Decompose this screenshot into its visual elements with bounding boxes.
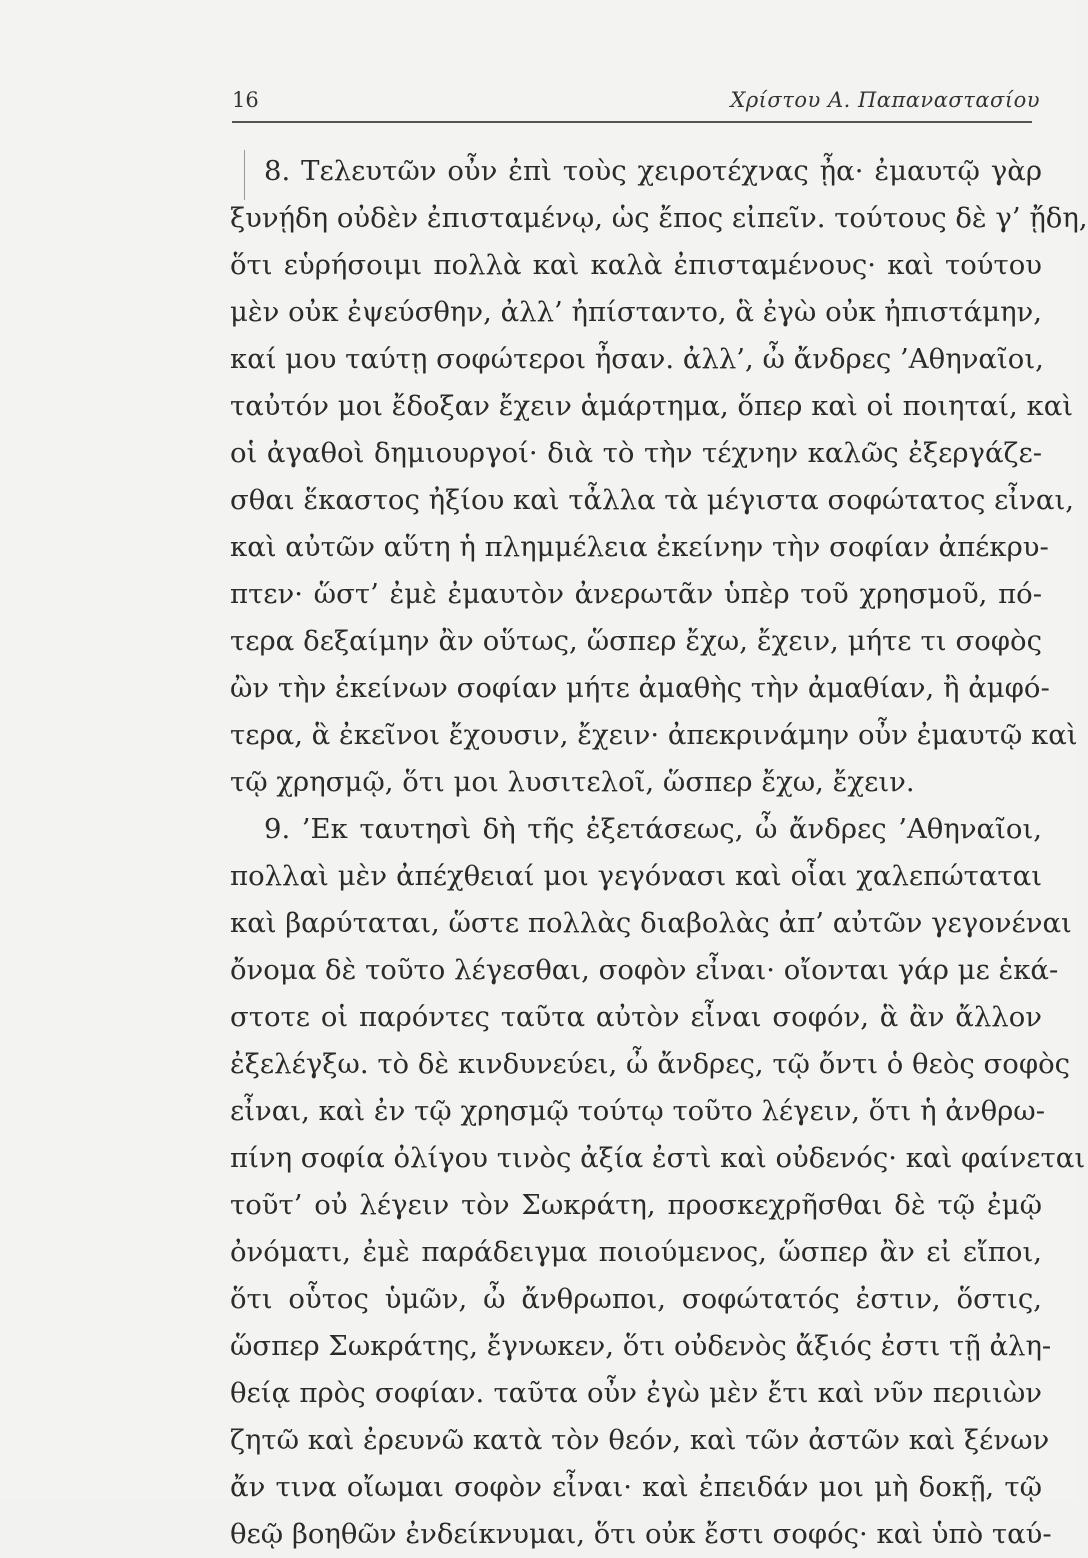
text-line: 9. ’Εκ ταυτησὶ δὴ τῆς ἐξετάσεως, ὦ ἄνδρες ’Αθηναῖοι, [264,813,1042,845]
text-line: θείᾳ πρὸς σοφίαν. ταῦτα οὖν ἐγὼ μὲν ἔτι καὶ νῦν περιιὼν [230,1377,1042,1409]
text-line: πτεν· ὥστ’ ἐμὲ ἐμαυτὸν ἀνερωτᾶν ὑπὲρ τοῦ χρησμοῦ, πό- [230,578,1042,610]
text-line: ὢν τὴν ἐκείνων σοφίαν μήτε ἀμαθὴς τὴν ἀμαθίαν, ἢ ἀμφό- [230,672,1050,704]
text-line: 8. Τελευτῶν οὖν ἐπὶ τοὺς χειροτέχνας ᾖα· ἐμαυτῷ γὰρ [264,155,1042,187]
running-head: Χρίστου Α. Παπαναστασίου [730,88,1040,112]
text-line: οἱ ἀγαθοὶ δημιουργοί· διὰ τὸ τὴν τέχνην καλῶς ἐξεργάζε- [230,437,1042,469]
page-number: 16 [232,88,259,112]
text-line: στοτε οἱ παρόντες ταῦτα αὐτὸν εἶναι σοφόν, ἃ ἂν ἄλλον [230,1001,1042,1033]
text-line: τῷ χρησμῷ, ὅτι μοι λυσιτελοῖ, ὥσπερ ἔχω, ἔχειν. [230,766,915,798]
text-line: σθαι ἕκαστος ἠξίου καὶ τἆλλα τὰ μέγιστα σοφώτατος εἶναι, [230,484,1074,516]
text-line: μὲν οὐκ ἐψεύσθην, ἀλλ’ ἠπίσταντο, ἃ ἐγὼ οὐκ ἠπιστάμην, [230,296,1042,328]
text-line: ταὐτόν μοι ἔδοξαν ἔχειν ἁμάρτημα, ὅπερ καὶ οἱ ποιηταί, καὶ [230,390,1074,422]
text-line: ὀνόματι, ἐμὲ παράδειγμα ποιούμενος, ὥσπερ ἂν εἰ εἴποι, [230,1236,1042,1268]
text-line: καί μου ταύτῃ σοφώτεροι ἦσαν. ἀλλ’, ὦ ἄνδρες ’Αθηναῖοι, [230,343,1044,375]
text-line: ὄνομα δὲ τοῦτο λέγεσθαι, σοφὸν εἶναι· οἴονται γάρ με ἑκά- [230,954,1059,986]
text-line: ζητῶ καὶ ἐρευνῶ κατὰ τὸν θεόν, καὶ τῶν ἀστῶν καὶ ξένων [230,1424,1050,1456]
text-line: ἄν τινα οἴωμαι σοφὸν εἶναι· καὶ ἐπειδάν μοι μὴ δοκῇ, τῷ [230,1471,1042,1503]
text-line: καὶ αὐτῶν αὕτη ἡ πλημμέλεια ἐκείνην τὴν σοφίαν ἀπέκρυ- [230,531,1049,563]
text-line: πολλαὶ μὲν ἀπέχθειαί μοι γεγόνασι καὶ οἷαι χαλεπώταται [230,860,1042,892]
text-line: εἶναι, καὶ ἐν τῷ χρησμῷ τούτῳ τοῦτο λέγειν, ὅτι ἡ ἀνθρω- [230,1095,1046,1127]
page-header [232,82,1040,118]
header-rule [232,121,1032,123]
text-line: τερα δεξαίμην ἂν οὕτως, ὥσπερ ἔχω, ἔχειν, μήτε τι σοφὸς [230,625,1042,657]
text-line: ἐξελέγξω. τὸ δὲ κινδυνεύει, ὦ ἄνδρες, τῷ ὄντι ὁ θεὸς σοφὸς [230,1048,1071,1080]
text-line: ὅτι οὗτος ὑμῶν, ὦ ἄνθρωποι, σοφώτατός ἐστιν, ὅστις, [230,1283,1042,1315]
text-line: τοῦτ’ οὐ λέγειν τὸν Σωκράτη, προσκεχρῆσθαι δὲ τῷ ἐμῷ [230,1189,1042,1221]
text-line: θεῷ βοηθῶν ἐνδείκνυμαι, ὅτι οὐκ ἔστι σοφός· καὶ ὑπὸ ταύ- [230,1518,1052,1550]
text-line: ξυνῄδη οὐδὲν ἐπισταμένῳ, ὡς ἔπος εἰπεῖν. τούτους δὲ γ’ ᾔδη, [230,202,1088,234]
text-line: ὥσπερ Σωκράτης, ἔγνωκεν, ὅτι οὐδενὸς ἄξιός ἐστι τῇ ἀλη- [230,1330,1052,1362]
text-line: καὶ βαρύταται, ὥστε πολλὰς διαβολὰς ἀπ’ αὐτῶν γεγονέναι [230,907,1072,939]
body-text [230,148,1088,1558]
text-line: ὅτι εὑρήσοιμι πολλὰ καὶ καλὰ ἐπισταμένους· καὶ τούτου [230,249,1042,281]
text-line: τερα, ἃ ἐκεῖνοι ἔχουσιν, ἔχειν· ἀπεκρινάμην οὖν ἐμαυτῷ καὶ [230,719,1078,751]
paragraph-8 [230,148,1088,806]
paragraph-9 [230,806,1086,1558]
text-line: πίνη σοφία ὀλίγου τινὸς ἀξία ἐστὶ καὶ οὐδενός· καὶ φαίνεται [230,1142,1086,1174]
